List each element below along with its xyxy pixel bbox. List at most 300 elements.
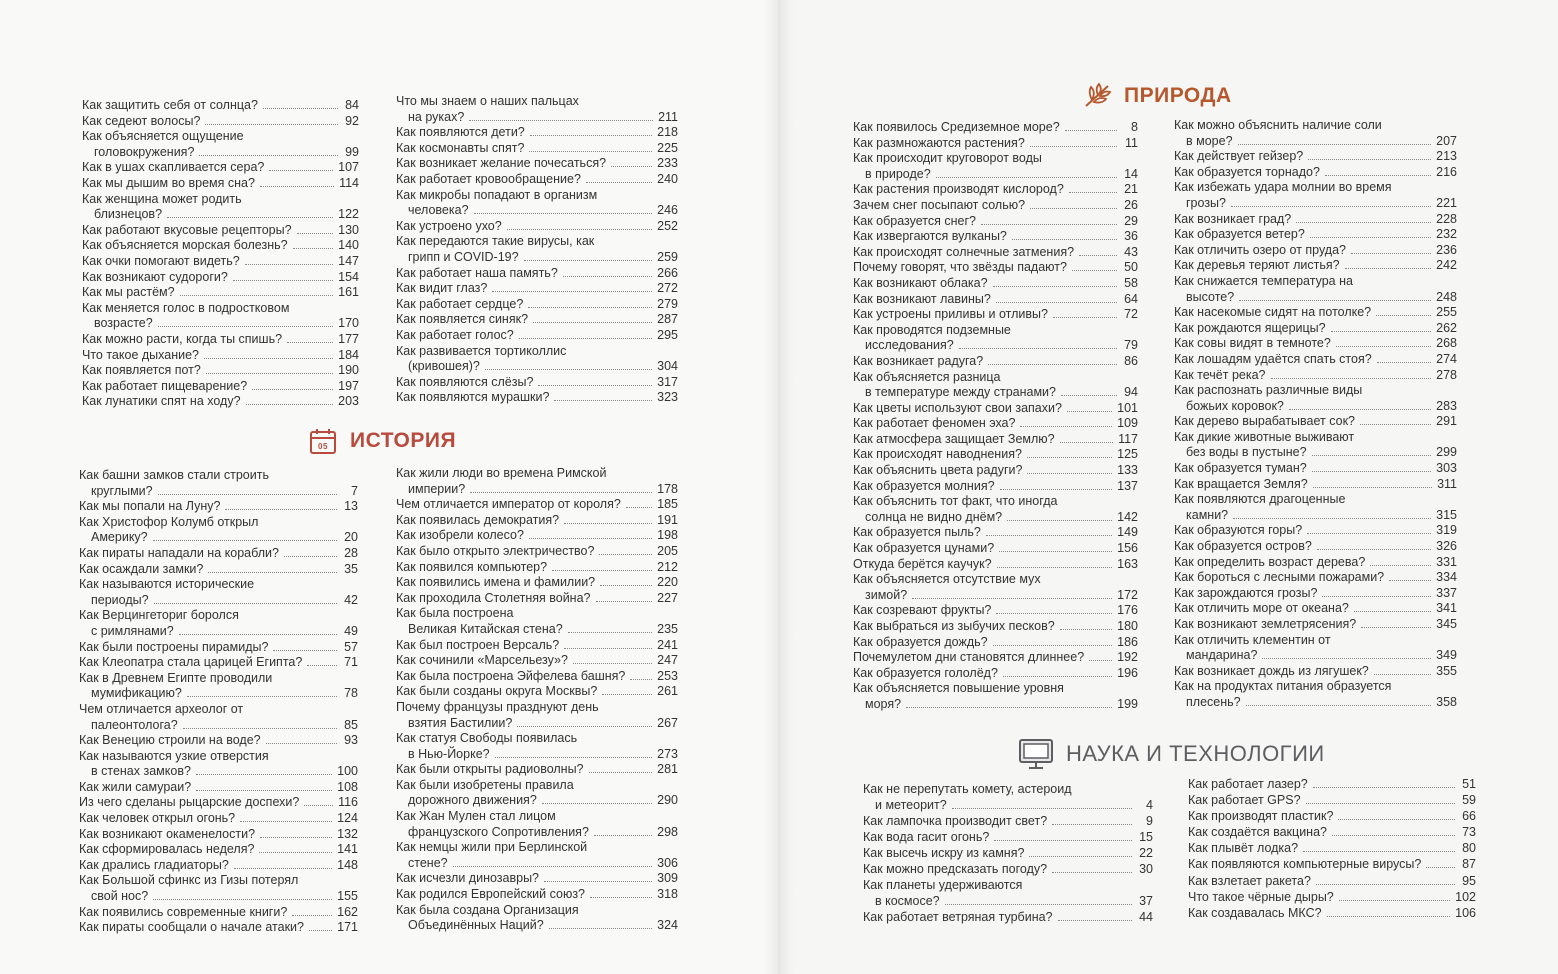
dot-leader [611, 166, 652, 167]
toc-entry-title: Как деревья теряют листья? [1174, 258, 1340, 273]
page-number: 227 [657, 590, 678, 605]
toc-entry-title: Как возникают лавины? [853, 291, 991, 306]
toc-entry-line [82, 363, 359, 379]
toc-entry-title: Как мы попали на Луну? [79, 499, 221, 514]
toc-entry [1174, 274, 1457, 305]
toc-entry-title-continued: в природе? [865, 166, 931, 181]
dot-leader [1313, 787, 1455, 788]
page-number: 147 [338, 253, 359, 268]
toc-entry-line [1174, 258, 1457, 274]
toc-entry [853, 245, 1138, 261]
toc-entry [79, 562, 358, 578]
toc-entry-line-2 [82, 316, 359, 332]
toc-entry-line [1174, 617, 1457, 633]
toc-entry-title-continued: исследования? [865, 338, 954, 353]
toc-entry [396, 172, 678, 188]
toc-entry [82, 114, 359, 130]
toc-entry-line [79, 827, 358, 843]
toc-entry [863, 814, 1153, 830]
toc-entry-line [853, 136, 1138, 152]
toc-entry-title: Почему французы празднуют день [396, 699, 599, 714]
body-column-1 [82, 98, 359, 410]
toc-entry-line [396, 669, 678, 685]
toc-entry-title: Как Верцингеториг боролся [79, 608, 239, 623]
toc-entry [396, 653, 678, 669]
toc-entry-line [79, 795, 358, 811]
toc-entry [396, 297, 678, 313]
toc-entry-title: Как защитить себя от солнца? [82, 98, 258, 112]
toc-entry-title: Как возникают окаменелости? [79, 826, 256, 841]
toc-entry [79, 733, 358, 749]
dot-leader [495, 757, 653, 758]
toc-entry-title: Как работает ветряная турбина? [863, 909, 1053, 924]
page-number: 281 [657, 762, 678, 777]
toc-entry-title: Как мы растём? [82, 285, 175, 300]
page-number: 171 [337, 920, 358, 935]
toc-entry [79, 577, 358, 608]
toc-entry-line [396, 513, 678, 529]
toc-entry-title: Как статуя Свободы появилась [396, 731, 578, 746]
toc-entry-line [853, 666, 1138, 682]
toc-entry-line [396, 234, 678, 250]
toc-entry-line [396, 297, 678, 313]
page-number: 283 [1436, 398, 1457, 413]
dot-leader [259, 852, 332, 853]
toc-entry-title: Как жили люди во времена Римской [396, 466, 607, 480]
page-number: 57 [344, 639, 358, 654]
body-column-2 [396, 94, 678, 406]
toc-entry-title: Как были открыты радиоволны? [396, 762, 584, 777]
toc-entry-title: Как работает наша память? [396, 265, 558, 280]
toc-entry [853, 525, 1138, 541]
toc-entry-line [79, 858, 358, 874]
toc-entry [82, 129, 359, 160]
dot-leader [1374, 674, 1431, 675]
toc-entry [1174, 570, 1457, 586]
toc-entry-title: Как вода гасит огонь? [863, 829, 990, 844]
page-number: 272 [657, 281, 678, 296]
page-number: 107 [338, 160, 359, 175]
toc-entry-line [1174, 227, 1457, 243]
toc-entry-title: Как пираты нападали на корабли? [79, 545, 279, 560]
toc-entry-title-continued: божьих коровок? [1186, 398, 1284, 413]
toc-entry-title: Как насекомые сидят на потолке? [1174, 305, 1372, 320]
dot-leader [1000, 489, 1113, 490]
toc-entry-line [79, 811, 358, 827]
toc-entry-line [853, 354, 1138, 370]
toc-entry [1174, 118, 1457, 149]
toc-entry-title: Как очки помогают видеть? [82, 253, 240, 268]
page-number: 253 [657, 668, 678, 683]
dot-leader [154, 603, 337, 604]
toc-entry-line [1188, 809, 1476, 825]
toc-entry-line-2 [396, 793, 678, 809]
page-number: 232 [1436, 227, 1457, 242]
toc-entry [853, 432, 1138, 448]
toc-entry-line [1174, 180, 1457, 196]
dot-leader [996, 613, 1112, 614]
dot-leader [981, 224, 1117, 225]
toc-entry-line-2 [82, 145, 359, 161]
toc-entry-title: Как проходила Столетняя война? [396, 590, 591, 605]
page-number: 309 [657, 871, 678, 886]
toc-entry-title-continued: французского Сопротивления? [408, 824, 589, 839]
toc-entry-title: Как было открыто электричество? [396, 543, 595, 558]
toc-entry [396, 684, 678, 700]
toc-entry-line-2 [396, 716, 678, 732]
toc-entry-line [1174, 383, 1457, 399]
page-number: 155 [337, 889, 358, 904]
toc-entry-title-continued: возрасте? [94, 316, 153, 331]
page-number: 303 [1436, 461, 1457, 476]
toc-entry-line [1174, 679, 1457, 695]
toc-entry-title: Как космонавты спят? [396, 140, 525, 155]
dot-leader [528, 307, 652, 308]
toc-entry-title-continued: Америку? [91, 530, 148, 545]
page-number: 248 [1436, 289, 1457, 304]
dot-leader [529, 538, 652, 539]
toc-entry-title: Как возникает град? [1174, 211, 1292, 226]
toc-entry-line [853, 432, 1138, 448]
toc-entry-title: Как сочинили «Марсельезу»? [396, 653, 568, 668]
dot-leader [1007, 520, 1112, 521]
toc-entry-line [1174, 492, 1457, 508]
dot-leader [544, 881, 652, 882]
toc-entry-title: Как появились имена и фамилии? [396, 575, 596, 590]
dot-leader [208, 572, 337, 573]
page-number: 9 [1146, 813, 1153, 828]
toc-entry [853, 276, 1138, 292]
toc-entry-title: Как распознать различные виды [1174, 383, 1363, 398]
page-number: 100 [337, 764, 358, 779]
toc-entry [1174, 212, 1457, 228]
toc-entry-title: Как возникают облака? [853, 275, 988, 290]
toc-entry [396, 731, 678, 762]
dot-leader [1072, 270, 1117, 271]
toc-entry-line-2 [79, 686, 358, 702]
toc-entry-title-continued: мандарина? [1186, 648, 1258, 663]
toc-entry-title: Как извергаются вулканы? [853, 229, 1007, 244]
toc-entry-line [396, 778, 678, 794]
page-number: 180 [1117, 619, 1138, 633]
dot-leader [1079, 255, 1117, 256]
page-number: 221 [1436, 195, 1457, 210]
toc-entry [1188, 841, 1476, 857]
dot-leader [1336, 346, 1431, 347]
dot-leader [1312, 471, 1431, 472]
toc-entry [1174, 336, 1457, 352]
page-number: 345 [1436, 617, 1457, 631]
toc-entry-title: Как высечь искру из камня? [863, 845, 1025, 860]
toc-entry-title: Как возникают судороги? [82, 269, 228, 284]
toc-entry [1174, 368, 1457, 384]
toc-entry-line [1174, 523, 1457, 539]
dot-leader [1310, 237, 1431, 238]
toc-entry-title: Что такое чёрные дыры? [1188, 889, 1334, 904]
toc-entry [853, 214, 1138, 230]
toc-entry-title: Как образуется снег? [853, 213, 976, 228]
dot-leader [1027, 473, 1112, 474]
page-number: 44 [1139, 909, 1153, 924]
page-number: 228 [1436, 211, 1457, 226]
toc-entry [1174, 258, 1457, 274]
toc-entry [853, 572, 1138, 603]
dot-leader [997, 567, 1113, 568]
toc-entry [853, 292, 1138, 308]
toc-entry-line [82, 160, 359, 176]
toc-entry-line [1188, 841, 1476, 857]
dot-leader [273, 650, 337, 651]
toc-entry-line [1188, 825, 1476, 841]
toc-entry-title: Как пираты сообщали о начале атаки? [79, 920, 304, 935]
toc-entry [1174, 461, 1457, 477]
toc-entry-title: Как появляются дети? [396, 125, 525, 140]
page-number: 7 [351, 483, 358, 498]
page-number: 140 [338, 238, 359, 253]
toc-entry-line [79, 655, 358, 671]
toc-entry-title: Как проводятся подземные [853, 322, 1011, 337]
toc-entry [396, 219, 678, 235]
page-number: 274 [1436, 351, 1457, 366]
dot-leader [602, 694, 652, 695]
dot-leader [492, 291, 652, 292]
history-section-title [308, 426, 456, 456]
toc-entry-line [396, 94, 678, 110]
toc-entry-line [1174, 633, 1457, 649]
toc-entry-title: Как определить возраст дерева? [1174, 554, 1366, 569]
toc-entry-line-2 [396, 856, 678, 872]
toc-entry-title-continued: на руках? [408, 109, 465, 124]
toc-entry [396, 591, 678, 607]
page-number: 78 [344, 686, 358, 701]
toc-entry-title-continued: человека? [408, 203, 469, 218]
page-number: 252 [657, 218, 678, 233]
history-column-2 [396, 466, 678, 934]
toc-entry [853, 650, 1138, 666]
dot-leader [999, 551, 1112, 552]
page-number: 161 [338, 285, 359, 300]
toc-entry-line-2 [853, 338, 1138, 354]
toc-entry [396, 328, 678, 344]
toc-entry [79, 749, 358, 780]
toc-entry-title: Как происходит круговорот воды [853, 151, 1042, 166]
toc-entry-line-2 [853, 385, 1138, 401]
dot-leader [179, 634, 337, 635]
dot-leader [206, 373, 333, 374]
dot-leader [594, 835, 652, 836]
toc-entry [79, 546, 358, 562]
toc-entry [1188, 809, 1476, 825]
page-number: 43 [1124, 244, 1138, 259]
page-number: 21 [1124, 182, 1138, 197]
toc-entry-line-2 [853, 167, 1138, 183]
toc-entry [82, 379, 359, 395]
dot-leader [517, 726, 652, 727]
page-number: 199 [1117, 696, 1138, 711]
toc-entry [1174, 601, 1457, 617]
toc-entry-title-continued: моря? [865, 696, 902, 711]
toc-entry-line [79, 733, 358, 749]
nature-column-2 [1174, 118, 1457, 711]
toc-entry [1174, 539, 1457, 555]
dot-leader [204, 358, 333, 359]
toc-entry-title: Как микробы попадают в организм [396, 187, 598, 202]
toc-entry-line [396, 653, 678, 669]
toc-entry-line [396, 528, 678, 544]
toc-entry-title: Как Жан Мулен стал лицом [396, 809, 556, 824]
dot-leader [246, 404, 334, 405]
dot-leader [293, 248, 334, 249]
toc-entry-line [1174, 368, 1457, 384]
page-number: 266 [657, 265, 678, 280]
toc-entry-line [863, 814, 1153, 830]
toc-entry [396, 466, 678, 497]
toc-entry-title: Как рождаются ящерицы? [1174, 320, 1326, 335]
toc-entry-line [1174, 305, 1457, 321]
page-number: 108 [337, 779, 358, 794]
toc-entry-line [1174, 414, 1457, 430]
dot-leader [266, 743, 337, 744]
toc-entry-line [396, 141, 678, 157]
toc-entry-line [396, 575, 678, 591]
toc-entry-line [79, 468, 358, 484]
toc-entry-title: Как меняется голос в подростковом [82, 300, 290, 315]
toc-entry-line [79, 499, 358, 515]
page-number: 117 [1118, 431, 1138, 446]
toc-entry-line [396, 156, 678, 172]
toc-entry [396, 312, 678, 328]
toc-entry [396, 809, 678, 840]
toc-entry-title: Как работают вкусовые рецепторы? [82, 222, 292, 237]
toc-entry-line [1174, 664, 1457, 680]
dot-leader [1332, 835, 1455, 836]
toc-entry-title: Как планеты удерживаются [863, 878, 1023, 893]
toc-entry-line-2 [396, 918, 678, 934]
page-number: 273 [657, 746, 678, 761]
toc-entry [396, 281, 678, 297]
page-number: 306 [657, 855, 678, 870]
dot-leader [470, 492, 652, 493]
dot-leader [1327, 916, 1451, 917]
page-number: 14 [1124, 166, 1138, 181]
page-number: 8 [1131, 120, 1138, 134]
toc-entry-line-2 [853, 588, 1138, 604]
toc-entry-title: Как дерево вырабатывает сок? [1174, 414, 1355, 429]
toc-entry-line [863, 862, 1153, 878]
page-number: 185 [657, 497, 678, 512]
page-number: 349 [1436, 648, 1457, 663]
toc-entry [853, 541, 1138, 557]
toc-entry-title: Как появился компьютер? [396, 559, 548, 574]
toc-entry [1174, 165, 1457, 181]
toc-entry [1174, 414, 1457, 430]
toc-entry-title-continued: головокружения? [94, 144, 195, 159]
dot-leader [234, 868, 332, 869]
toc-entry-line [863, 830, 1153, 846]
toc-entry-title-continued: грипп и COVID-19? [408, 249, 519, 264]
dot-leader [1060, 629, 1112, 630]
toc-entry-line [1174, 243, 1457, 259]
toc-entry [396, 528, 678, 544]
dot-leader [196, 774, 332, 775]
toc-entry-title: Как растения производят кислород? [853, 182, 1064, 197]
toc-entry-line [396, 328, 678, 344]
toc-entry-line [82, 176, 359, 192]
dot-leader [1246, 705, 1432, 706]
toc-entry-line [853, 151, 1138, 167]
toc-entry [396, 188, 678, 219]
toc-entry [79, 873, 358, 904]
toc-entry [1174, 555, 1457, 571]
dot-leader [307, 665, 337, 666]
toc-entry-line [396, 762, 678, 778]
toc-entry-title: Как появляется пот? [82, 363, 201, 378]
page-number: 156 [1117, 541, 1138, 556]
toc-entry-title: Как объясняется ощущение [82, 129, 244, 144]
toc-entry-title-continued: камни? [1186, 507, 1229, 522]
toc-entry-title: Как была построена Эйфелева башня? [396, 668, 626, 683]
page-number: 268 [1436, 336, 1457, 351]
nature-section-title [1082, 82, 1232, 110]
dot-leader [1020, 426, 1112, 427]
toc-entry-title: Как работает голос? [396, 327, 514, 342]
toc-entry [853, 666, 1138, 682]
dot-leader [1065, 130, 1117, 131]
dot-leader [196, 790, 332, 791]
toc-entry-title-continued: зимой? [865, 587, 908, 602]
toc-entry-line [1174, 477, 1457, 493]
toc-entry-line [82, 129, 359, 145]
toc-entry-title: Как работает феномен эха? [853, 416, 1016, 431]
toc-entry-line [396, 497, 678, 513]
toc-entry-title: Как выбраться из зыбучих песков? [853, 619, 1055, 633]
toc-entry [1174, 430, 1457, 461]
toc-entry [82, 285, 359, 301]
page-number: 323 [657, 390, 678, 405]
dot-leader [912, 598, 1112, 599]
toc-entry [853, 635, 1138, 651]
dot-leader [1052, 872, 1132, 873]
dot-leader [187, 696, 337, 697]
toc-entry [1174, 664, 1457, 680]
page-number: 240 [657, 171, 678, 186]
toc-entry-line [396, 390, 678, 406]
toc-entry-line [863, 878, 1153, 894]
page-number: 319 [1436, 523, 1457, 538]
toc-entry [82, 270, 359, 286]
toc-entry-title: Как появилась демократия? [396, 512, 560, 527]
page-number: 162 [337, 904, 358, 919]
toc-entry-line [1188, 793, 1476, 809]
toc-entry-line [396, 871, 678, 887]
toc-entry [396, 638, 678, 654]
nature-title-text: ПРИРОДА [1124, 84, 1232, 107]
toc-entry [79, 499, 358, 515]
dot-leader [292, 915, 332, 916]
toc-entry [1174, 586, 1457, 602]
toc-entry-line [82, 394, 359, 410]
toc-entry [853, 354, 1138, 370]
toc-entry-line [853, 182, 1138, 198]
dot-leader [564, 648, 652, 649]
toc-entry-line [79, 842, 358, 858]
nature-column-1 [853, 120, 1138, 713]
toc-entry-line-2 [396, 747, 678, 763]
toc-entry-line [1188, 906, 1476, 922]
page-number: 267 [657, 715, 678, 730]
toc-entry [1174, 305, 1457, 321]
dot-leader [180, 295, 334, 296]
